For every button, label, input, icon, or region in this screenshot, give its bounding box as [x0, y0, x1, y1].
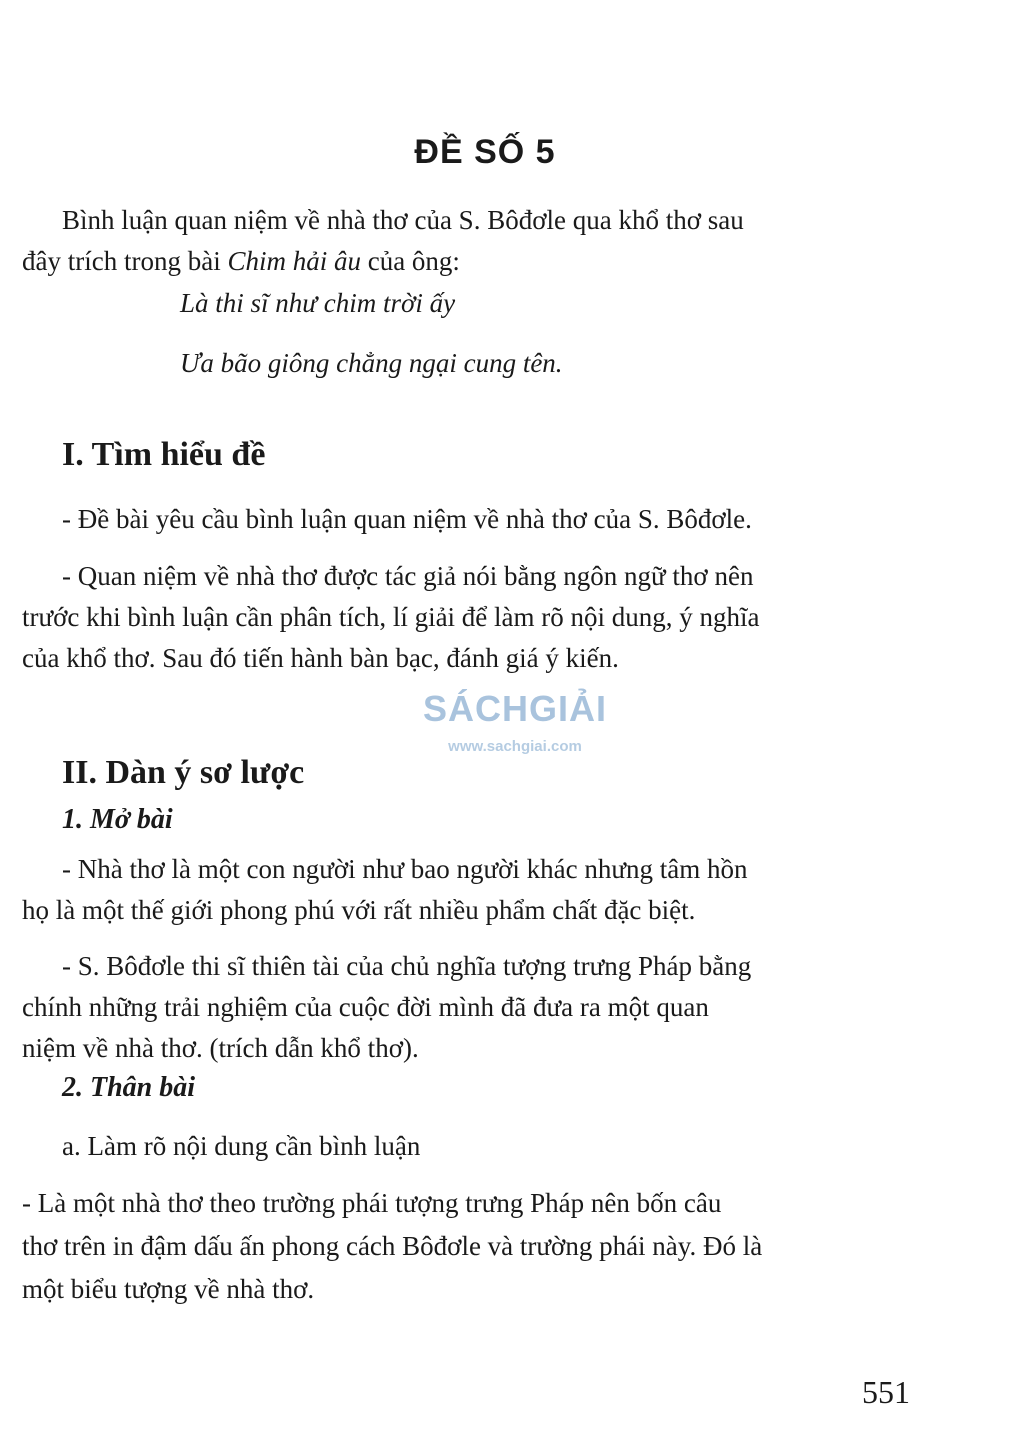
- prompt-line-2: [22, 241, 460, 282]
- subheading-than-bai: 2. Thân bài: [62, 1072, 196, 1103]
- section-heading-2: II. Dàn ý sơ lược: [62, 754, 305, 791]
- section2-item-a: a. Làm rõ nội dung cần bình luận: [62, 1131, 421, 1161]
- section2-paragraph-2-line-1: - S. Bôđơle thi sĩ thiên tài của chủ nghĩa tượng trưng Pháp bằng: [62, 951, 752, 981]
- section1-paragraph-2-line-1: - Quan niệm về nhà thơ được tác giả nói bằng ngôn ngữ thơ nên: [62, 561, 754, 591]
- verse-line-2: Ưa bão giông chẳng ngại cung tên.: [180, 348, 563, 378]
- section2-paragraph-3-line-2: thơ trên in đậm dấu ấn phong cách Bôđơle và trường phái này. Đó là: [22, 1231, 763, 1261]
- section2-paragraph-3-line-1: - Là một nhà thơ theo trường phái tượng trưng Pháp nên bốn câu: [22, 1188, 722, 1218]
- watermark-url: www.sachgiai.com: [448, 738, 582, 755]
- watermark: [410, 688, 620, 755]
- page-title: ĐỀ SỐ 5: [414, 133, 556, 171]
- prompt-line-2-start: đây trích trong bài: [22, 246, 228, 276]
- section-heading-1: I. Tìm hiểu đề: [62, 436, 266, 473]
- section2-paragraph-1-line-2: họ là một thế giới phong phú với rất nhiều phẩm chất đặc biệt.: [22, 895, 696, 925]
- section1-paragraph-2-line-3: của khổ thơ. Sau đó tiến hành bàn bạc, đánh giá ý kiến.: [22, 643, 619, 673]
- prompt-line-2-end: của ông:: [360, 246, 460, 276]
- subheading-mo-bai: 1. Mở bài: [62, 804, 173, 835]
- page-number: 551: [862, 1374, 910, 1410]
- prompt-line-1: Bình luận quan niệm về nhà thơ của S. Bôđơle qua khổ thơ sau: [62, 205, 744, 235]
- watermark-logo: SÁCHGIẢI: [422, 688, 607, 729]
- section2-paragraph-3-line-3: một biểu tượng về nhà thơ.: [22, 1274, 315, 1304]
- section2-paragraph-2-line-3: niệm về nhà thơ. (trích dẫn khổ thơ).: [22, 1033, 419, 1063]
- section2-paragraph-1-line-1: - Nhà thơ là một con người như bao người khác nhưng tâm hồn: [62, 854, 748, 884]
- poem-title: Chim hải âu: [227, 246, 361, 276]
- section1-paragraph-2-line-2: trước khi bình luận cần phân tích, lí giải để làm rõ nội dung, ý nghĩa: [22, 602, 760, 632]
- section1-paragraph-1: - Đề bài yêu cầu bình luận quan niệm về nhà thơ của S. Bôđơle.: [62, 504, 752, 534]
- verse-line-1: Là thi sĩ như chim trời ấy: [180, 288, 456, 318]
- section2-paragraph-2-line-2: chính những trải nghiệm của cuộc đời mình đã đưa ra một quan: [22, 992, 709, 1022]
